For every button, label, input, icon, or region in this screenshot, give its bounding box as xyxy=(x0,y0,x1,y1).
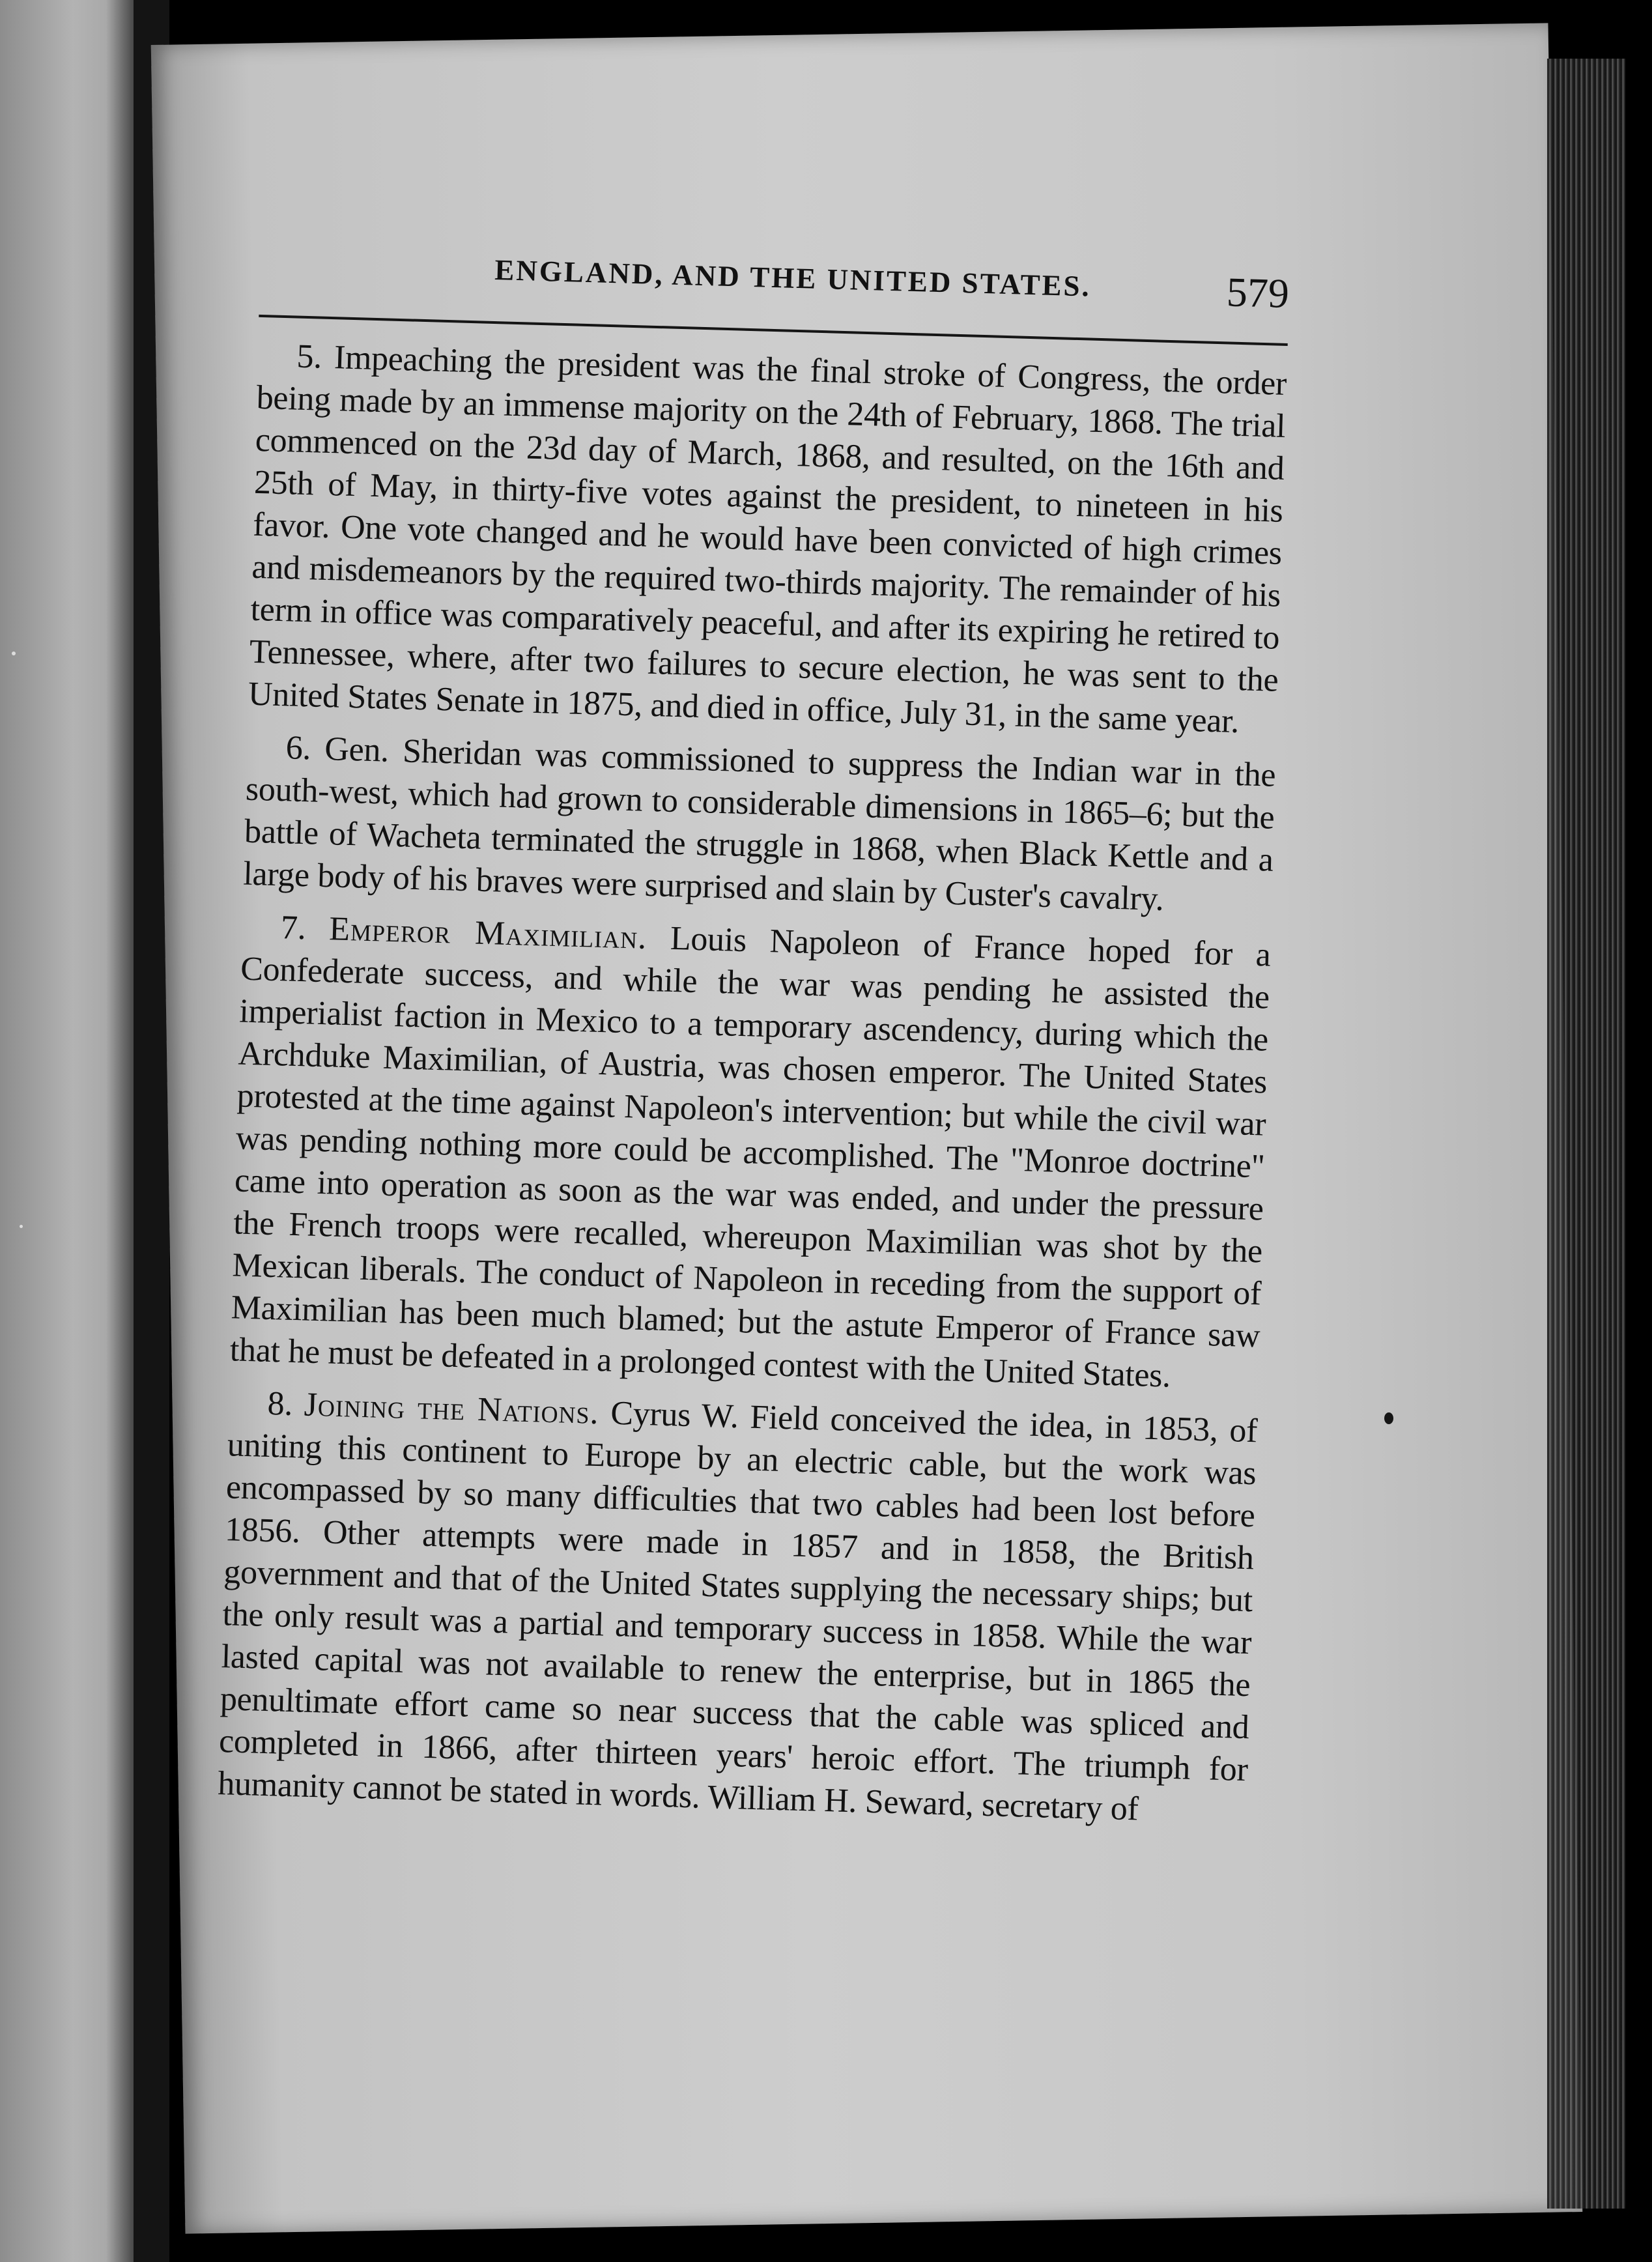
paragraph-number: 6. xyxy=(285,729,312,767)
running-head-title: ENGLAND, AND THE UNITED STATES. xyxy=(494,253,1092,303)
ink-speck xyxy=(12,651,16,655)
paragraph-5 xyxy=(248,334,1287,744)
ink-speck xyxy=(1384,1412,1393,1424)
facing-page-edge xyxy=(0,0,134,2262)
paragraph-8 xyxy=(217,1381,1258,1833)
paragraph-number: 7. xyxy=(280,909,307,947)
page-stack-edge xyxy=(1547,59,1625,2209)
page-number: 579 xyxy=(1225,268,1290,317)
paragraph-text: Louis Napoleon of France hoped for a Confederate success, and while the war was pending he assisted the imperialist faction in Mexico to a temporary ascendency, during which the Archduke Maximilian, of Austria, was chosen emperor. The United States protested at the time against Napoleon's intervention; but while the civil war was pending nothing more could be accomplished. The "Monroe doctrine" came into operation as soon as the war was ended, and under the pressure the French troops were recalled, whereupon Maximilian was shot by the Mexican liberals. The conduct of Napoleon in receding from the support of Maximilian has been much blamed; but the astute Emperor of France saw that he must be defeated in a prolonged contest with the United States. xyxy=(229,919,1272,1395)
paragraph-number: 8. xyxy=(266,1384,293,1423)
paragraph-heading: Emperor Maximilian. xyxy=(328,910,648,956)
paragraph-heading: Joining the Nations. xyxy=(304,1386,600,1432)
paragraph-text: Impeaching the president was the final stroke of Congress, the order being made by an immense majority on the 24th of February, 1868. The trial commenced on the 23d day of March, 1868, and resulted, on the 16th and 25th of May, in thirty-five votes against the president, to nineteen in his favor. One vote changed and he would have been convicted of high crimes and misdemeanors by the required two-thirds majority. The remainder of his term in office was comparatively peaceful, and after its expiring he retired to Tennessee, where, after two failures to secure election, he was sent to the United States Senate in 1875, and died in office, July 31, in the same year. xyxy=(248,339,1287,741)
paragraph-number: 5. xyxy=(296,337,322,376)
paragraph-7 xyxy=(229,906,1271,1400)
paragraph-text: Cyrus W. Field conceived the idea, in 1853, of uniting this continent to Europe by an electric cable, but the work was encompassed by so many difficulties that two cables had been lost before 1856. Other attempts were made in 1857 and in 1858, the British government and that of the United States supplying the necessary ships; but the only result was a partial and temporary success in 1858. While the war lasted capital was not available to renew the enterprise, but in 1865 the penultimate effort came so near success that the cable was spliced and completed in 1866, after thirteen years' heroic effort. The triumph for humanity cannot be stated in words. William H. Seward, secretary of xyxy=(217,1394,1258,1828)
paragraph-text: Gen. Sheridan was commissioned to suppress the Indian war in the south-west, which had grown to considerable dimensions in 1865–6; but the battle of Wacheta terminated the struggle in 1868, when Black Kettle and a large body of his braves were surprised and slain by Custer's cavalry. xyxy=(242,730,1277,919)
ink-speck xyxy=(20,1225,23,1228)
page-text-block xyxy=(217,246,1290,1844)
paragraph-6 xyxy=(242,726,1276,924)
